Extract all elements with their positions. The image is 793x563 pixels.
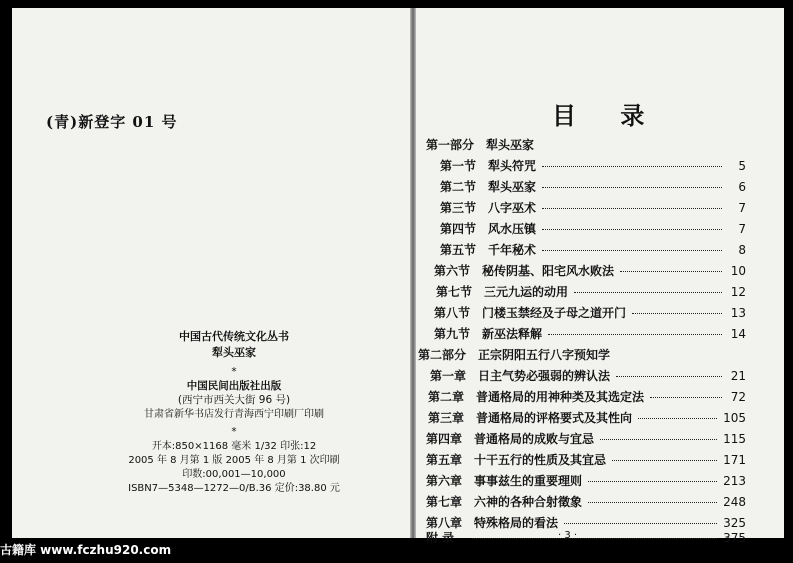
toc-leader-dots — [542, 166, 722, 167]
toc-entry-text: 八字巫术 — [488, 201, 537, 215]
toc-entry-text: 正宗阴阳五行八字预知学 — [478, 348, 611, 362]
toc-entry-label: 第一部分 — [426, 138, 475, 152]
toc-entry — [440, 157, 746, 174]
toc-entry-label: 第三章 — [428, 411, 465, 425]
toc-leader-dots — [600, 439, 717, 440]
toc-entry-label: 第五节 — [440, 243, 477, 257]
toc-entry — [440, 178, 746, 195]
toc-entry-text: 门楼玉禁经及子母之道开门 — [482, 306, 627, 320]
toc-entry-page: 72 — [730, 390, 746, 404]
toc-leader-dots — [542, 187, 722, 188]
toc-entry — [428, 409, 746, 426]
toc-entry — [418, 346, 610, 363]
toc-entry-text: 日主气势必强弱的辨认法 — [478, 369, 611, 383]
toc-entry — [434, 304, 746, 321]
toc-leader-dots — [574, 292, 722, 293]
toc-entry-page: 6 — [738, 180, 746, 194]
toc-entry-text: 六神的各种合射徵象 — [474, 495, 583, 509]
toc-leader-dots — [638, 418, 717, 419]
toc-entry — [440, 220, 746, 237]
toc-leader-dots — [616, 376, 722, 377]
toc-entry-label: 第二章 — [428, 390, 465, 404]
page-gutter — [410, 8, 416, 538]
toc-entry-page: 7 — [738, 222, 746, 236]
toc-entry-label: 第四章 — [426, 432, 463, 446]
separator-star: * — [231, 366, 237, 378]
toc-entry — [426, 493, 746, 510]
toc-entry — [428, 388, 746, 405]
toc-entry-text: 千年秘术 — [488, 243, 537, 257]
toc-entry — [426, 472, 746, 489]
toc-entry-page: 171 — [723, 453, 746, 467]
toc-entry-text: 三元九运的动用 — [484, 285, 569, 299]
toc-entry-page: 10 — [730, 264, 746, 278]
site-watermark: 古籍库 www.fczhu920.com — [0, 543, 172, 557]
toc-entry-label: 第四节 — [440, 222, 477, 236]
toc-entry — [440, 241, 746, 258]
toc-entry — [434, 325, 746, 342]
toc-entry-label: 附 录 — [426, 531, 455, 545]
toc-entry — [426, 529, 746, 546]
toc-leader-dots — [620, 271, 722, 272]
book-spread — [12, 8, 784, 545]
toc-entry-page: 21 — [730, 369, 746, 383]
toc-entry-page: 7 — [738, 201, 746, 215]
toc-entry-text: 犁头巫家 — [486, 138, 535, 152]
toc-entry-text: 普通格局的用神种类及其选定法 — [476, 390, 645, 404]
toc-entry-page: 325 — [723, 516, 746, 530]
toc-entry-label: 第九节 — [434, 327, 471, 341]
page-number: · 3 · — [558, 530, 578, 541]
toc-entry-text: 普通格局的评格要式及其性向 — [476, 411, 633, 425]
toc-entry-page: 375 — [723, 531, 746, 545]
toc-entry — [426, 451, 746, 468]
toc-entry-label: 第二部分 — [418, 348, 467, 362]
toc-leader-dots — [588, 502, 717, 503]
toc-entry-label: 第五章 — [426, 453, 463, 467]
toc-entry-page: 115 — [723, 432, 746, 446]
registration-number: (青)新登字 01 号 — [46, 113, 178, 131]
toc-entry-text: 十干五行的性质及其宜忌 — [474, 453, 607, 467]
toc-entry — [426, 136, 534, 153]
toc-title: 目 录 — [552, 101, 663, 130]
toc-entry-text: 犁头巫家 — [488, 180, 537, 194]
toc-entry-page: 213 — [723, 474, 746, 488]
separator-star: * — [231, 426, 237, 438]
publisher: 中国民间出版社出版 — [186, 380, 282, 392]
toc-entry-label: 第七节 — [436, 285, 473, 299]
toc-entry-text: 秘传阴基、阳宅风水败法 — [482, 264, 615, 278]
printer-info: 甘肃省新华书店发行青海西宁印刷厂印刷 — [144, 409, 324, 420]
edition-info: 2005 年 8 月第 1 版 2005 年 8 月第 1 次印刷 — [128, 455, 340, 466]
toc-entry-page: 13 — [730, 306, 746, 320]
toc-entry-label: 第六节 — [434, 264, 471, 278]
toc-entry-label: 第六章 — [426, 474, 463, 488]
toc-entry-text: 风水压镇 — [488, 222, 537, 236]
toc-entry-text: 新巫法释解 — [482, 327, 543, 341]
toc-entry-label: 第八章 — [426, 516, 463, 530]
toc-leader-dots — [632, 313, 722, 314]
toc-entry-text: 普通格局的成败与宜忌 — [474, 432, 595, 446]
toc-entry-page: 12 — [730, 285, 746, 299]
format-info: 开本:850×1168 毫米 1/32 印张:12 — [151, 441, 317, 452]
toc-leader-dots — [650, 397, 722, 398]
toc-leader-dots — [564, 523, 717, 524]
toc-leader-dots — [548, 334, 722, 335]
toc-leader-dots — [542, 250, 722, 251]
series-title: 中国古代传统文化丛书 — [179, 330, 289, 343]
toc-entry — [430, 367, 746, 384]
toc-entry-label: 第七章 — [426, 495, 463, 509]
book-title: 犁头巫家 — [212, 346, 256, 359]
isbn-price: ISBN7—5348—1272—0/B.36 定价:38.80 元 — [128, 483, 340, 494]
toc-entry-label: 第三节 — [440, 201, 477, 215]
print-run: 印数:00,001—10,000 — [182, 469, 286, 480]
toc-entry-page: 105 — [723, 411, 746, 425]
toc-leader-dots — [542, 229, 722, 230]
toc-entry-text: 事事兹生的重要理则 — [474, 474, 583, 488]
toc-leader-dots — [612, 460, 717, 461]
toc-entry-page: 14 — [730, 327, 746, 341]
toc-entry-label: 第二节 — [440, 180, 477, 194]
toc-entry-text: 犁头符咒 — [488, 159, 537, 173]
toc-entry-label: 第一节 — [440, 159, 477, 173]
toc-entry-label: 第八节 — [434, 306, 471, 320]
toc-entry-text: 特殊格局的看法 — [474, 516, 559, 530]
publisher-address: (西宁市西关大街 96 号) — [177, 394, 291, 406]
toc-entry — [436, 283, 746, 300]
toc-leader-dots — [472, 538, 717, 539]
toc-entry-page: 8 — [738, 243, 746, 257]
toc-entry — [434, 262, 746, 279]
toc-entry-page: 5 — [738, 159, 746, 173]
toc-entry — [440, 199, 746, 216]
toc-leader-dots — [542, 208, 722, 209]
toc-entry-page: 248 — [723, 495, 746, 509]
toc-entry-label: 第一章 — [430, 369, 467, 383]
toc-leader-dots — [588, 481, 717, 482]
toc-entry — [426, 430, 746, 447]
